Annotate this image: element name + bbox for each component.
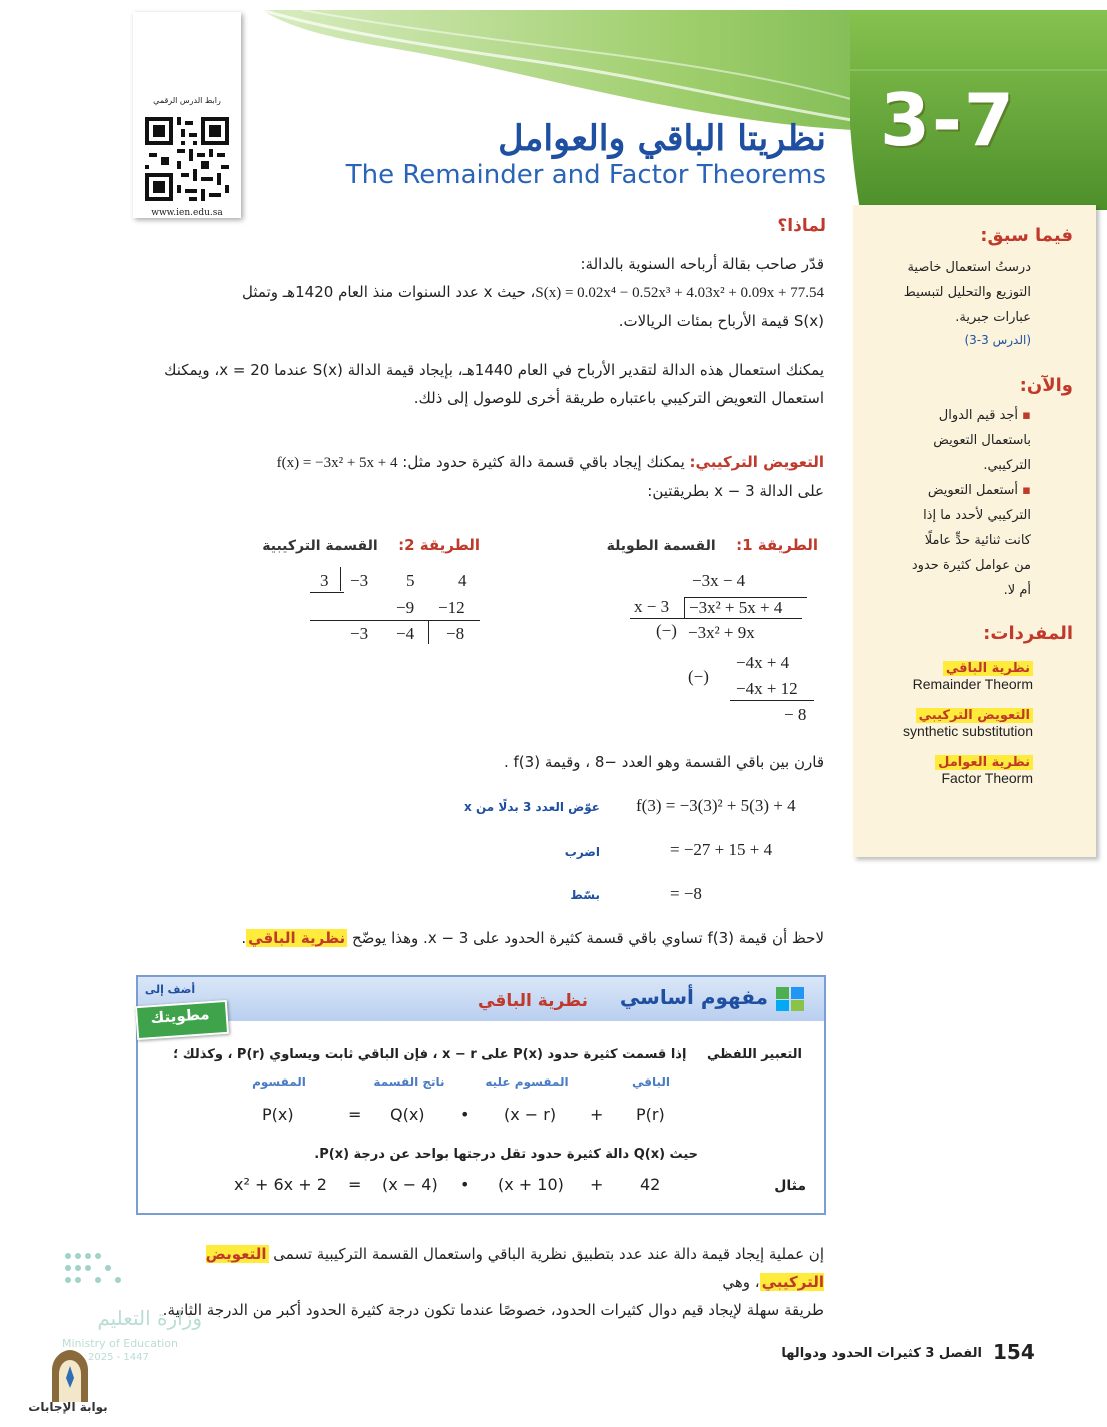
synthetic-heading: التعويض التركيبي: — [689, 453, 824, 471]
key-concept-tag: مفهوم أساسي — [619, 985, 768, 1009]
sidebar-now-item: ▪ أجد قيم الدوال باستعمال التعويض التركيبي. — [933, 408, 1031, 473]
formula-label-quotient: ناتج القسمة — [373, 1075, 445, 1089]
synthetic-remainder-box — [428, 620, 429, 644]
lesson-title-english: The Remainder and Factor Theorems — [345, 160, 826, 190]
compare-text: قارن بين باقي القسمة وهو العدد −8 ، وقيمة f(3) . — [503, 753, 824, 771]
eval-step-note: اضرب — [564, 845, 600, 859]
synthetic-divider — [310, 592, 344, 593]
key-concept-title: نظرية الباقي — [478, 991, 588, 1011]
synthetic-intro: التعويض التركيبي: يمكنك إيجاد باقي قسمة دالة كثيرة حدود مثل: f(x) = −3x² + 5x + 4 على الدالة x − 3 بطريقتين: — [276, 453, 824, 500]
remainder-formula: P(x) = Q(x) • (x − r) + P(r) — [262, 1105, 665, 1124]
where-statement: حيث Q(x) دالة كثيرة حدود تقل درجتها بواحد عن درجة P(x). — [314, 1147, 698, 1162]
synthetic-coefficient: −3 — [350, 571, 369, 590]
synthetic-remainder: −8 — [446, 624, 465, 643]
eval-step-note: عوّض العدد 3 بدلًا من x — [464, 800, 600, 814]
long-division-minus-sign: (−) — [656, 621, 677, 640]
concept-puzzle-icon — [774, 985, 806, 1013]
sidebar-vocab-list — [873, 657, 1033, 786]
synthetic-coefficient: 5 — [406, 571, 415, 590]
long-division-rule — [630, 618, 802, 619]
ministry-year: 2025 - 1447 — [88, 1352, 149, 1363]
key-concept-box — [136, 975, 826, 1215]
why-paragraph-2: يمكنك استعمال هذه الدالة لتقدير الأرباح في العام 1440هـ، بإيجاد قيمة الدالة S(x) عندما x = 20، ويمكنك استعمال التعويض التركيبي باعتباره طريقة أخرى للوصول إلى ذلك. — [164, 361, 824, 407]
portal-mosque-icon — [48, 1348, 92, 1402]
long-division-dividend: −3x² + 5x + 4 — [684, 597, 807, 618]
vocab-item[interactable]: نظرية الباقي Remainder Theorm — [912, 661, 1033, 692]
method-2-header: الطريقة 2: القسمة التركيبية — [262, 536, 480, 554]
profit-formula: S(x) = 0.02x⁴ − 0.52x³ + 4.03x² + 0.09x + 77.54 — [535, 285, 824, 301]
long-division — [600, 565, 840, 735]
vocab-item[interactable]: التعويض التركيبي synthetic substitution — [903, 708, 1033, 739]
eval-step-expr: = −27 + 15 + 4 — [670, 840, 773, 859]
long-division-row-2: −4x + 4 — [736, 653, 790, 672]
long-division-minus-sign: (−) — [688, 667, 709, 686]
synthetic-rule — [310, 620, 480, 621]
sidebar-previous-text — [863, 255, 1031, 350]
sidebar-panel — [853, 205, 1096, 857]
formula-label-dividend: المقسوم — [252, 1075, 306, 1089]
synthetic-division — [300, 565, 490, 655]
formula-label-divisor: المقسوم عليه — [485, 1075, 569, 1089]
method-1-header: الطريقة 1: القسمة الطويلة — [606, 536, 818, 554]
why-paragraph-1: قدّر صاحب بقالة أرباحه السنوية بالدالة: S(x) = 0.02x⁴ − 0.52x³ + 4.03x² + 0.09x + 77.54، حيث x عدد السنوات منذ العام 1420هـ وتمثل S(x) قيمة الأرباح بمئات الريالات. — [242, 255, 824, 330]
synthetic-result: −3 — [350, 624, 369, 643]
foldable-tab[interactable]: أضف إلى مطويتك — [136, 983, 228, 1037]
synthetic-coefficient: 4 — [458, 571, 467, 590]
chapter-label: الفصل 3 كثيرات الحدود ودوالها — [781, 1346, 982, 1361]
synthetic-divider — [340, 567, 341, 591]
example-function: f(x) = −3x² + 5x + 4 — [276, 455, 398, 471]
eval-step-note: بسّط — [570, 888, 600, 902]
sidebar-previous-line: درستُ استعمال خاصية — [907, 260, 1031, 275]
sidebar-vocab-heading: المفردات: — [983, 623, 1073, 644]
synthetic-r: 3 — [320, 571, 329, 590]
formula-label-remainder: الباقي — [631, 1075, 671, 1089]
lesson-number: 3-7 — [879, 78, 1017, 162]
why-heading: لماذا؟ — [777, 216, 826, 236]
sidebar-now-heading: والآن: — [1019, 375, 1073, 396]
sidebar-previous-line: التوزيع والتحليل لتبسيط — [903, 285, 1031, 300]
long-division-divisor: x − 3 — [634, 597, 670, 616]
eval-step-expr: f(3) = −3(3)² + 5(3) + 4 — [636, 796, 796, 815]
sidebar-previous-line: عبارات جبرية. — [955, 310, 1031, 325]
page-number: 154 — [993, 1340, 1035, 1364]
long-division-subtract-1: −3x² + 9x — [688, 623, 755, 642]
sidebar-now-list — [863, 403, 1031, 603]
example-label: مثال — [774, 1178, 806, 1194]
sidebar-now-item: ▪ أستعمل التعويض التركيبي لأحدد ما إذا كانت ثنائية حدٍّ عاملًا من عوامل كثيرة حدود أم لا. — [911, 483, 1031, 598]
long-division-remainder: − 8 — [784, 705, 807, 724]
remainder-theorem-highlight: نظرية الباقي — [248, 929, 346, 947]
lesson-title-arabic: نظريتا الباقي والعوامل — [498, 118, 826, 159]
synthetic-result: −4 — [396, 624, 415, 643]
synthetic-mid: −9 — [396, 598, 415, 617]
qr-code-icon[interactable] — [145, 112, 229, 206]
long-division-rule — [730, 700, 814, 701]
eval-step-expr: = −8 — [670, 884, 702, 903]
qr-card[interactable] — [133, 12, 241, 218]
verbal-statement: التعبير اللفظي إذا قسمت كثيرة حدود P(x) على x − r ، فإن الباقي ثابت ويساوي P(r) ، وكذلك ؛ — [173, 1047, 802, 1062]
closing-paragraph: إن عملية إيجاد قيمة دالة عند عدد بتطبيق نظرية الباقي واستعمال القسمة التركيبية تسمى التعويض التركيبي، وهي طريقة سهلة لإيجاد قيم دوال كثيرات الحدود، خصوصًا عندما تكون درجة كثيرة الحدود أكبر من الدرجة الثانية. — [162, 1245, 824, 1319]
portal-name: بوابة الإجابات — [28, 1400, 108, 1414]
example-formula: x² + 6x + 2 = (x − 4) • (x + 10) + 42 — [234, 1175, 661, 1194]
verbal-label: التعبير اللفظي — [706, 1047, 802, 1062]
long-division-subtract-2: −4x + 12 — [736, 679, 798, 698]
synthetic-mid: −12 — [438, 598, 465, 617]
qr-url[interactable]: www.ien.edu.sa — [151, 208, 223, 218]
ministry-name-en: Ministry of Education — [62, 1337, 179, 1350]
sidebar-previous-reference[interactable]: (الدرس 3-3) — [964, 333, 1031, 347]
ministry-dots-logo — [62, 1250, 142, 1290]
sidebar-previous-heading: فيما سبق: — [980, 225, 1073, 246]
synthetic-substitution-highlight: التعويض التركيبي — [205, 1245, 824, 1291]
long-division-quotient: −3x − 4 — [692, 571, 746, 590]
qr-label: رابط الدرس الرقمي — [153, 96, 221, 105]
vocab-item[interactable]: نظرية العوامل Factor Theorm — [873, 751, 1033, 786]
notice-text: لاحظ أن قيمة f(3) تساوي باقي قسمة كثيرة الحدود على x − 3. وهذا يوضّح نظرية الباقي. — [241, 929, 824, 947]
ministry-name-ar: وزارة التعليم — [97, 1306, 202, 1330]
